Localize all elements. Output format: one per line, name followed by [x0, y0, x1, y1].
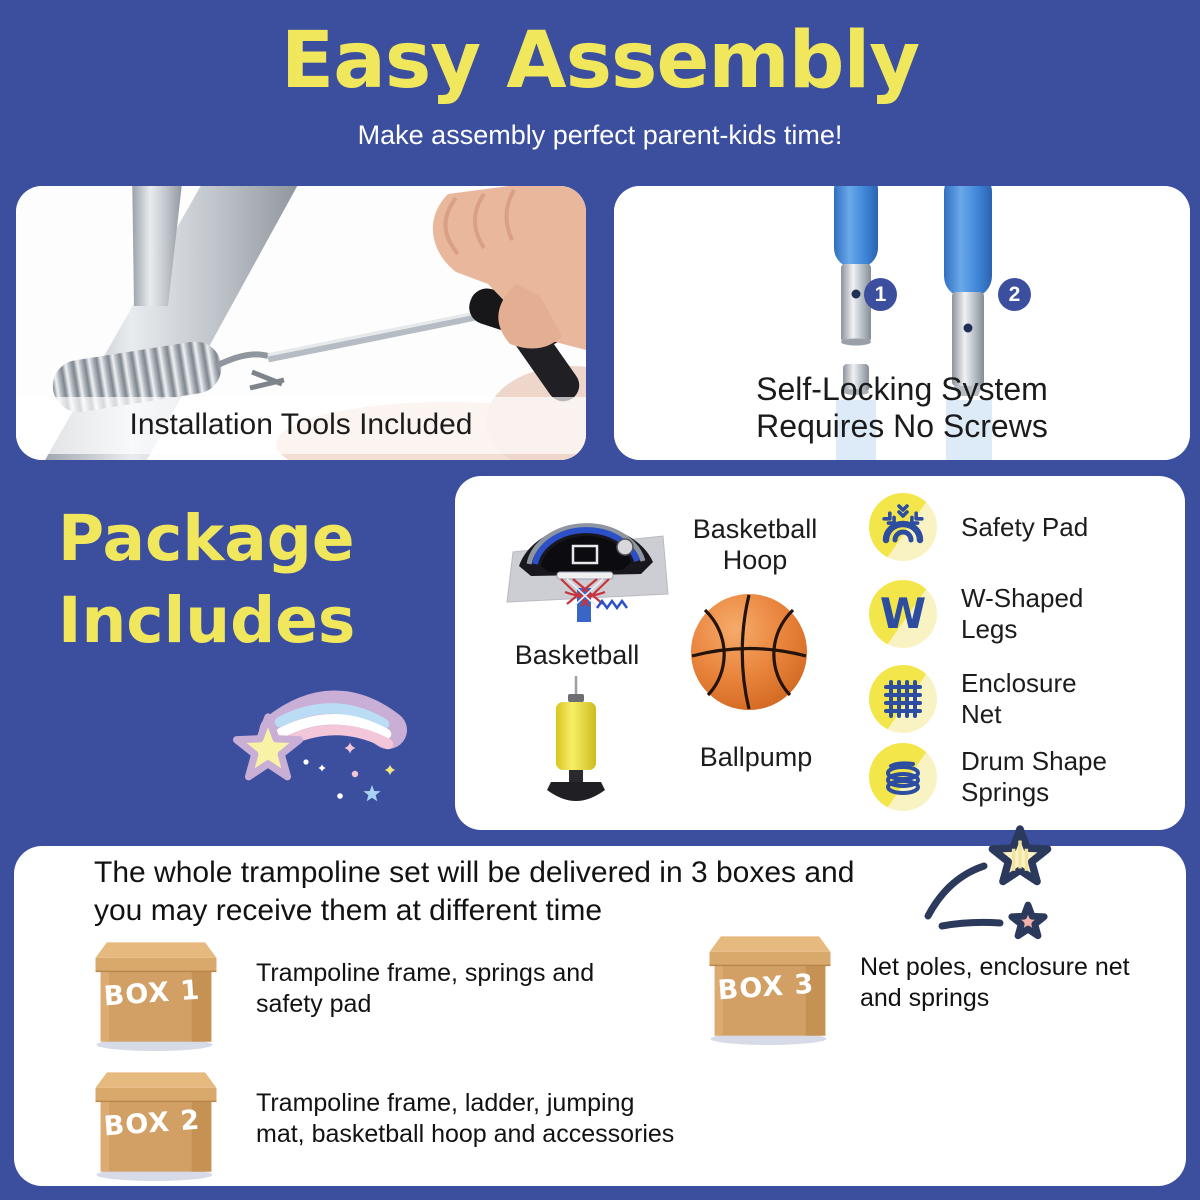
tools-panel [16, 186, 586, 460]
basketball-image [687, 590, 811, 714]
box-2-figure [86, 1060, 226, 1182]
feature-label: Enclosure Net [961, 668, 1077, 729]
feature-label: W-Shaped Legs [961, 583, 1084, 644]
feature-label: Safety Pad [961, 511, 1089, 542]
box-3-name: BOX 3 [716, 968, 816, 1007]
feature-safety-pad [869, 493, 1088, 561]
feature-label: Drum Shape Springs [961, 746, 1107, 807]
box-1-name: BOX 1 [102, 974, 202, 1013]
tools-caption: Installation Tools Included [129, 407, 473, 441]
package-contents-panel [455, 476, 1185, 830]
mat-logo [597, 601, 627, 608]
navy-shooting-star-decoration [900, 818, 1075, 958]
w-shaped-legs-icon: W [869, 580, 937, 648]
package-includes-heading [58, 498, 355, 662]
step-1-badge: 1 [864, 278, 897, 311]
feature-enclosure-net [869, 665, 1077, 733]
delivery-heading: The whole trampoline set will be delivered in 3 boxes and you may receive them at different time [94, 856, 855, 928]
box-2-name: BOX 2 [102, 1104, 202, 1143]
enclosure-net-icon [869, 665, 937, 733]
package-heading-line1: Package [58, 502, 355, 575]
locking-caption-line1: Self-Locking System [756, 370, 1048, 407]
page-title: Easy Assembly [280, 16, 920, 106]
package-heading-line2: Includes [58, 583, 356, 657]
ballpump-image [539, 676, 611, 806]
box-3-description: Net poles, enclosure net and springs [860, 953, 1130, 1012]
safety-pad-icon [869, 493, 937, 561]
basketball-hoop-image [503, 502, 671, 628]
step-2-badge: 2 [998, 278, 1031, 311]
locking-caption-line2: Requires No Screws [756, 408, 1048, 445]
basketball-label: Basketball [514, 640, 640, 670]
box-2-description: Trampoline frame, ladder, jumping mat, basketball hoop and accessories [256, 1089, 675, 1148]
box-1-figure [86, 930, 226, 1052]
rainbow-shooting-star-decoration [222, 686, 427, 816]
feature-w-legs [869, 580, 1083, 648]
locking-panel [614, 186, 1190, 460]
box-1-description: Trampoline frame, springs and safety pad [256, 959, 595, 1018]
drum-springs-icon [869, 743, 937, 811]
caption-strip [16, 397, 586, 454]
box-3-figure [700, 924, 840, 1046]
hoop-label: Basketball Hoop [692, 514, 818, 576]
feature-drum-springs [869, 743, 1107, 811]
page-subtitle: Make assembly perfect parent-kids time! [357, 120, 843, 150]
pink-star [1012, 905, 1044, 936]
ballpump-label: Ballpump [699, 742, 813, 772]
